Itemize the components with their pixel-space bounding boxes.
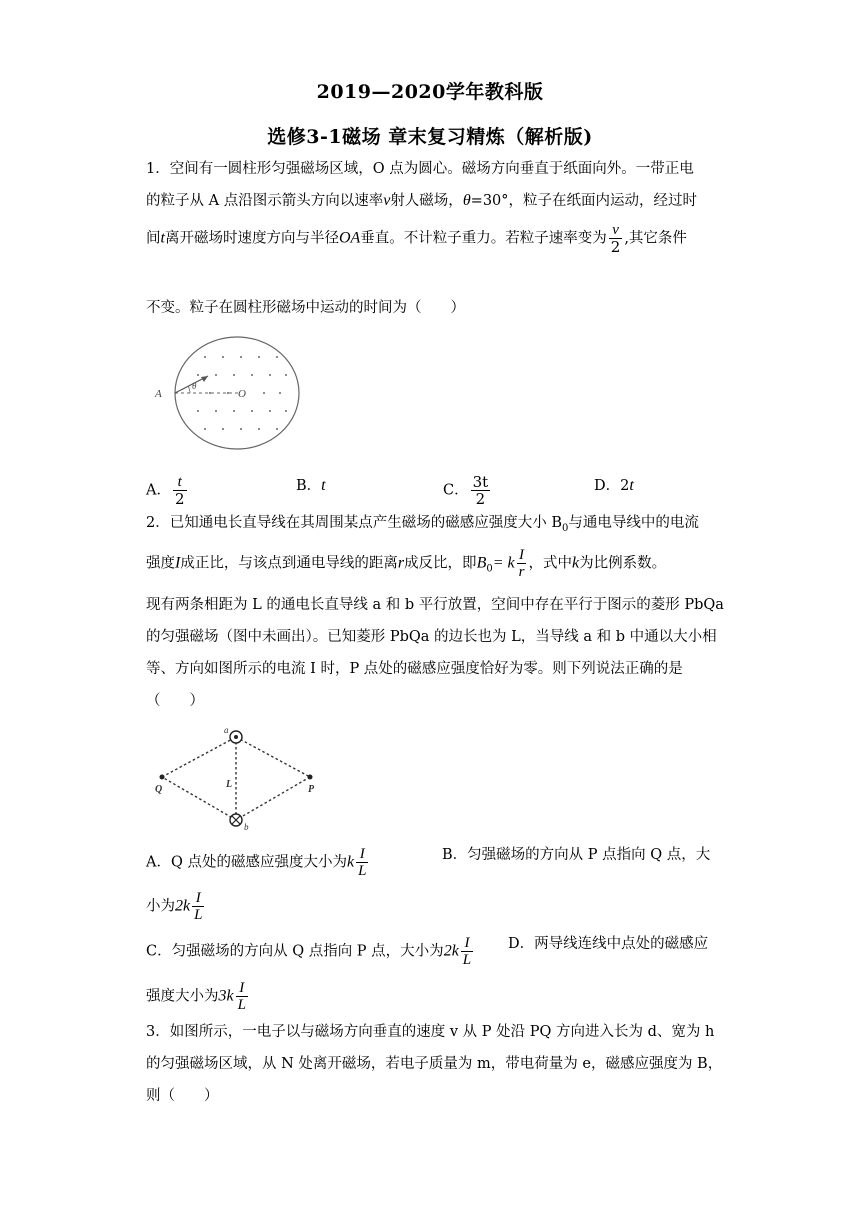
q2-option-a[interactable]: A．Q 点处的磁感应强度大小为k $\frac{I}{L}$ xyxy=(146,846,367,879)
q2-line-1: 2．已知通电长直导线在其周围某点产生磁场的磁感应强度大小 $B_0$与通电导线中的电流 xyxy=(146,515,699,534)
q1-line-1: 1．空间有一圆柱形匀强磁场区域，O 点为圆心。磁场方向垂直于纸面向外。一带正电 xyxy=(146,161,694,177)
label-Q: Q xyxy=(155,784,163,795)
q2-option-d[interactable]: D．两导线连线中点处的磁感应 xyxy=(508,936,709,952)
q1-line-4: 不变。粒子在圆柱形磁场中运动的时间为（ ） xyxy=(146,300,465,316)
q1-fraction: $\frac{v}{2}$ xyxy=(610,222,621,256)
q1-line-3: 间t离开磁场时速度方向与半径OA垂直。不计粒子重力。若粒子速率变为 $\frac{v}{2}$ ,其它条件 xyxy=(146,222,687,256)
q1-line-2: 的粒子从 A 点沿图示箭头方向以速率v射人磁场，θ=30°，粒子在纸面内运动，经过时 xyxy=(146,192,698,209)
label-A: A xyxy=(155,388,162,400)
q2-line-6: （ ） xyxy=(146,693,204,709)
title-line-2: 选修3-1磁场 章末复习精炼（解析版) xyxy=(267,126,593,148)
q2-figure xyxy=(152,722,322,834)
q2-line-2: 强度I成正比，与该点到通电导线的距离r成反比，即$B_0= k$ $\frac{I}{r}$ ，式中k为比例系数。 xyxy=(146,547,667,580)
q2-option-d-cont: 强度大小为3k $\frac{I}{L}$ xyxy=(146,980,246,1013)
q1-figure xyxy=(150,335,310,453)
q1-option-d[interactable]: D．2t xyxy=(594,477,634,494)
label-b: b xyxy=(244,822,249,832)
label-theta: θ xyxy=(192,381,197,391)
q3-line-2: 的匀强磁场区域，从 N 处离开磁场，若电子质量为 m，带电荷量为 e，磁感应强度为 B， xyxy=(146,1056,723,1072)
title-line-1: 2019—2020学年教科版 xyxy=(316,81,544,103)
label-P: P xyxy=(308,784,315,795)
q3-line-1: 3．如图所示，一电子以与磁场方向垂直的速度 v 从 P 处沿 PQ 方向进入长为 d、宽为 h xyxy=(146,1024,715,1040)
q2-option-b[interactable]: B．匀强磁场的方向从 P 点指向 Q 点，大 xyxy=(442,847,711,863)
q1-option-c[interactable]: C． $\frac{3t}{2}$ xyxy=(443,473,489,508)
q2-option-b-cont: 小为2k $\frac{I}{L}$ xyxy=(146,890,203,923)
label-L: L xyxy=(226,779,233,790)
q2-line-5: 等、方向如图所示的电流 I 时，P 点处的磁感应强度恰好为零。则下列说法正确的是 xyxy=(146,661,683,677)
q2-line-3: 现有两条相距为 L 的通电长直导线 a 和 b 平行放置，空间中存在平行于图示的菱形 PbQa xyxy=(146,597,724,613)
label-a: a xyxy=(224,725,229,735)
q3-line-3: 则（ ） xyxy=(146,1088,219,1104)
label-O: O xyxy=(238,388,246,400)
q1-option-b[interactable]: B．t xyxy=(296,477,326,494)
q2-option-c[interactable]: C．匀强磁场的方向从 Q 点指向 P 点，大小为2k $\frac{I}{L}$ xyxy=(146,935,472,968)
q1-option-a[interactable]: A． $\frac{t}{2}$ xyxy=(146,474,185,508)
q2-line-4: 的匀强磁场（图中未画出）。已知菱形 PbQa 的边长也为 L，当导线 a 和 b 中通以大小相 xyxy=(146,629,717,645)
